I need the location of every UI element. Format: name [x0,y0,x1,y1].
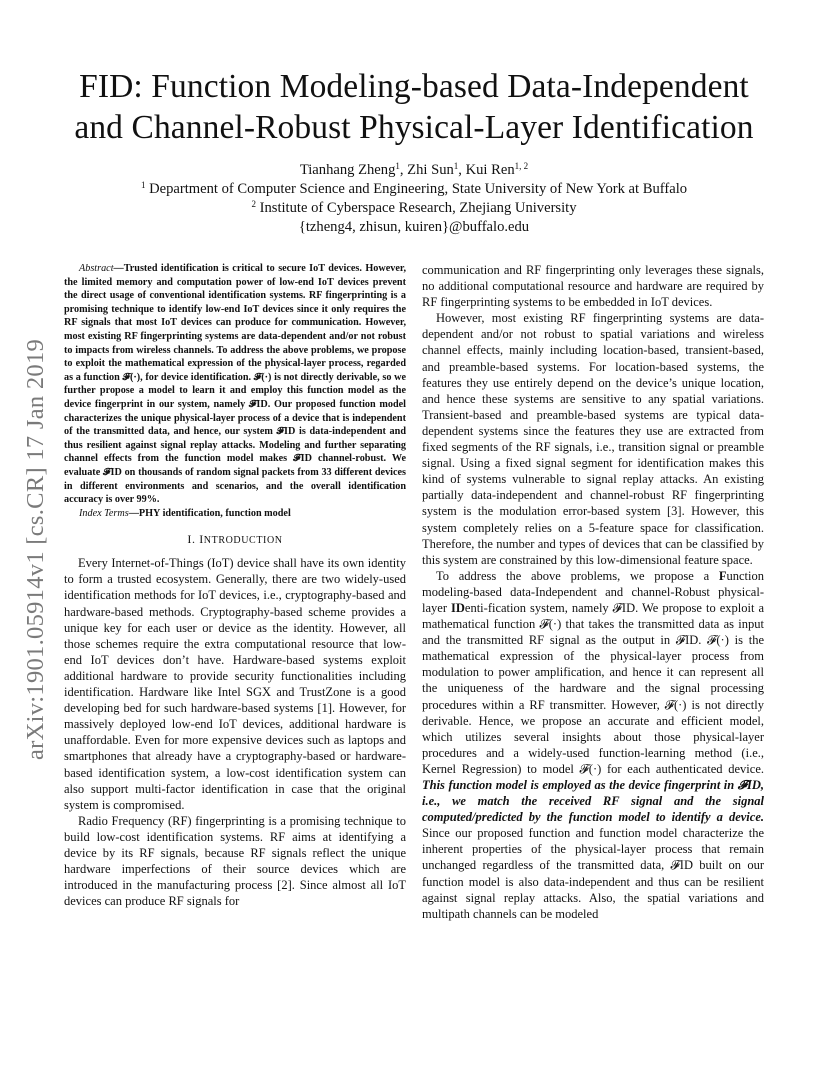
paragraph: communication and RF fingerprinting only leverages these signals, no additional computational resource and hardware are required by RF fingerprinting systems to be embedded in IoT devices. [422,263,764,310]
arxiv-stamp: arXiv:1901.05914v1 [cs.CR] 17 Jan 2019 [22,338,49,760]
abstract [64,262,406,520]
abstract-text: Abstract—Trusted identification is critical to secure IoT devices. However, the limited memory and computation power of low-end IoT devices prevent the direct usage of conventional identification systems. RF fingerprinting is a promising technique to identify low-end IoT devices since it only requires the RF signals that most IoT devices can produce for communication. However, most existing RF fingerprinting systems are data-dependent and/or not robust to impacts from wireless channels. To address the above problems, we propose to exploit the mathematical expression of the physical-layer process, regarded as a function 𝓕(·), for device identification. 𝓕(·) is not directly derivable, so we further propose a model to learn it and employ this function model as the device fingerprint in our system, namely 𝓕ID. Our proposed function model characterizes the unique physical-layer process of a device that is independent of the transmitted data, and hence, our system 𝓕ID is data-independent and thus resilient against signal replay attacks. Modeling and further separating channel effects from the function model makes 𝓕ID channel-robust. We evaluate 𝓕ID on thousands of random signal packets from 33 different devices in different environments and scenarios, and the overall identification accuracy is over 99%. [64,263,406,506]
abstract-label: Abstract [79,263,114,274]
author-2: Zhi Sun [407,162,454,178]
paragraph: To address the above problems, we propose a Function modeling-based data-Independent and channel-Robust physical-layer IDenti-fication system, namely 𝓕ID. We propose to exploit a mathematical function 𝓕(·) that takes the transmitted data as input and the transmitted RF signal as the output in 𝓕ID. 𝓕(·) is the mathematical expression of the physical-layer process from modulation to power amplification, and hence it can represent all the uniqueness of the hardware and the signal processing procedures within a RF transmitter. However, 𝓕(·) is not directly derivable. Hence, we propose an accurate and efficient model, which utilizes several insights about those physical-layer procedures and a widely-used function-learning method (i.e., Kernel Regression) to model 𝓕(·) for each authenticated device. This function model is employed as the device fingerprint in 𝓕ID, i.e., we match the received RF signal and the signal computed/predicted by the function model to identify a device. Since our proposed function and function model characterize the inherent properties of the physical-layer process that remain unchanged regardless of the transmitted data, 𝓕ID built on our function model is also data-independent and thus can be resilient against signal replay attacks. Also, the spatial variations and multipath channels can be modeled [422,568,764,921]
author-3: Kui Ren [465,162,515,178]
intro-left-text [64,555,406,909]
paragraph: However, most existing RF fingerprinting systems are data-dependent and/or not robust to spatial variations and wireless channel effects, mainly including location-based, transient-based, and preamble-based systems. For location-based systems, the features they use entirely depend on the device’s unique location, and hence these systems are sensitive to any spatial variations. Transient-based and preamble-based systems are typical data-dependent systems since the features they use are extracted from fixed segments of the RF signals, i.e., transition signal or preamble signal. Using a fixed signal segment for identification makes this kind of systems vulnerable to signal replay attacks. An existing partially data-independent and channel-robust RF fingerprinting system is the modulation error-based system [3]. However, this system completely relies on a 5-feature space for classification. Therefore, the number and types of devices that can be classified by this system are constrained by this low-dimensional feature space. [422,311,764,567]
paper-title [60,66,768,148]
right-column [422,262,764,922]
author-2-sup: 1 [453,161,459,171]
paragraph: Every Internet-of-Things (IoT) device shall have its own identity to form a trusted ecosystem. Generally, there are two widely-used identification methods for IoT devices, i.e., cryptography-based and hardware-based methods. Cryptography-based scheme provides a unique key for each user or device as the identity. However, all those schemes require the extra computational resource that low-end IoT devices don’t have. Hardware-based systems exploit additional hardware to provide security functionalities including identification. Hardware like Intel SGX and TrustZone is a good developing bed for such hardware-based systems [1]. However, for massively deployed low-end IoT devices, additional hardware is unaffordable. Even for more expensive devices such as laptops and smartphones that already have a cryptography-based or hardware-based identification system, a low-cost identification system can also support multi-factor identification in case that the original system is compromised. [64,556,406,812]
left-column [64,262,406,909]
author-block [60,161,768,237]
index-terms-label: Index Terms [79,507,129,519]
author-email: {tzheng4, zhisun, kuiren}@buffalo.edu [298,219,530,235]
index-terms: Index Terms—PHY identification, function model [79,507,291,519]
section-heading: I. INTRODUCTION [187,532,283,547]
author-3-sup: 1, 2 [514,161,529,171]
author-1: Tianhang Zheng [299,162,396,178]
title-line-2: and Channel-Robust Physical-Layer Identification [74,109,754,146]
author-names: Tianhang Zheng$^1$, Zhi Sun$^1$, Kui Ren$^{1, 2}$ [299,161,529,178]
title-line-1: FID: Function Modeling-based Data-Independent [79,68,749,105]
paragraph: Radio Frequency (RF) fingerprinting is a promising technique to build low-cost identification systems. RF aims at identifying a device by its RF signals, because RF signals reflect the unique hardware imperfections of their source devices which are introduced in the manufacturing process [2]. Since almost all IoT devices can produce RF signals for [64,813,406,909]
author-1-sup: 1 [395,161,400,171]
affiliation-2: $^2$ Institute of Cyberspace Research, Zhejiang University [251,199,577,216]
emphasis-sentence: This function model is employed as the device fingerprint in 𝓕ID, i.e., we match the received RF signal and the signal computed/predicted by the function model to identify a device. [422,778,764,825]
affiliation-1: $^1$ Department of Computer Science and Engineering, State University of New York at Buffalo [140,180,688,197]
